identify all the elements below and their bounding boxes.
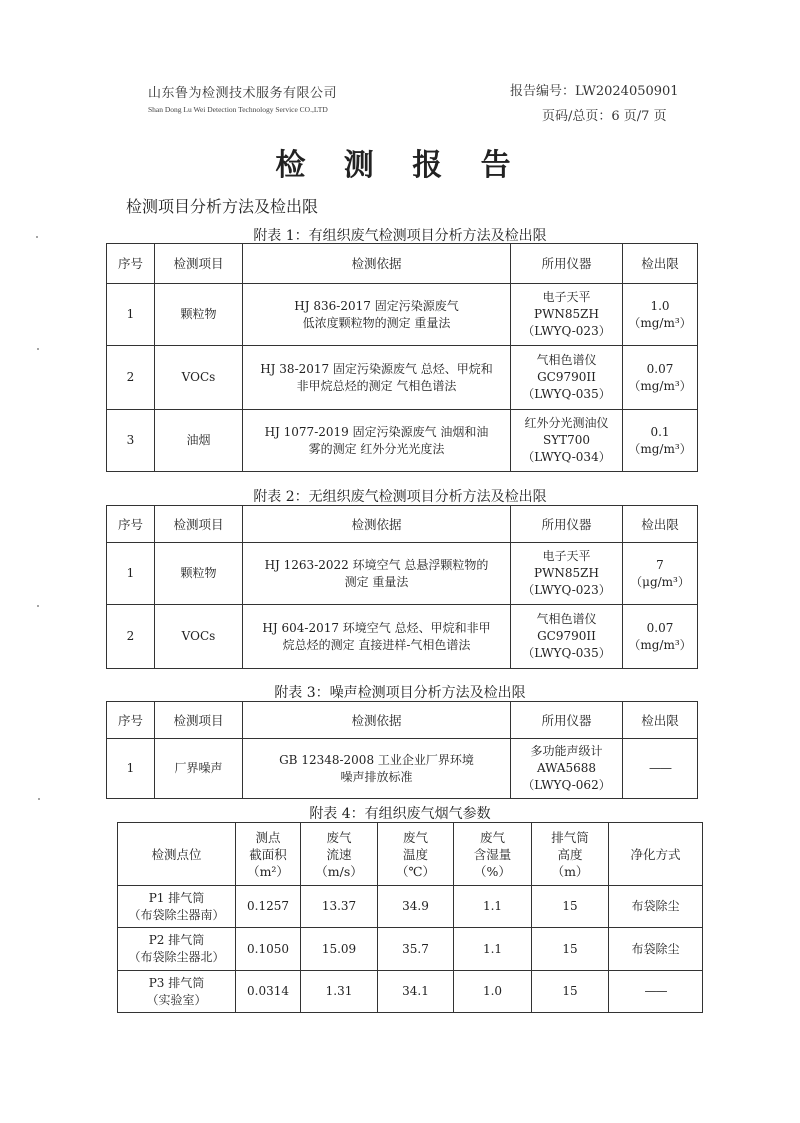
basis-line: 低浓度颗粒物的测定 重量法 (302, 315, 451, 330)
table-row (107, 284, 698, 346)
header-line: 废气 (326, 829, 352, 845)
report-number: 报告编号：LW2024050901 (510, 84, 679, 99)
row-instrument (511, 605, 623, 669)
header-line: 流速 (326, 846, 352, 862)
header-no: 序号 (107, 702, 155, 739)
row-area: 0.1257 (236, 886, 301, 928)
row-no: 1 (107, 284, 155, 346)
header-line: （m²） (247, 863, 289, 879)
basis-line: 烷总烃的测定 直接进样-气相色谱法 (282, 637, 471, 652)
header-instrument: 所用仪器 (511, 506, 623, 543)
limit-line: （mg/m³） (628, 441, 692, 456)
scan-dot (37, 605, 39, 607)
row-no: 2 (107, 605, 155, 669)
basis-line: HJ 1263-2022 环境空气 总悬浮颗粒物的 (264, 557, 489, 572)
row-moisture: 1.0 (454, 971, 532, 1013)
row-item: 颗粒物 (155, 284, 243, 346)
instrument-line: 气相色谱仪 (536, 353, 597, 367)
row-method: —— (609, 971, 703, 1013)
row-no: 2 (107, 346, 155, 410)
instrument-line: 红外分光测油仪 (524, 416, 609, 430)
point-line: P2 排气筒 (148, 933, 205, 947)
row-temperature: 35.7 (378, 928, 454, 971)
limit-line: 0.07 (646, 361, 674, 376)
instrument-line: （LWYQ-062） (522, 778, 611, 792)
table3 (106, 701, 698, 799)
row-height: 15 (532, 971, 609, 1013)
header-line: 含湿量 (473, 846, 512, 862)
row-area: 0.1050 (236, 928, 301, 971)
table-row (118, 928, 703, 971)
header-no: 序号 (107, 506, 155, 543)
company-name-cn: 山东鲁为检测技术服务有限公司 (148, 86, 338, 101)
basis-line: HJ 836-2017 固定污染源废气 (294, 298, 459, 313)
table1-caption: 附表 1：有组织废气检测项目分析方法及检出限 (253, 228, 547, 244)
row-no: 3 (107, 410, 155, 472)
instrument-line: PWN85ZH (534, 307, 599, 321)
table3-header-row (107, 702, 698, 739)
row-item: 油烟 (155, 410, 243, 472)
limit-line: 7 (656, 557, 664, 572)
header-limit: 检出限 (623, 702, 698, 739)
header-line: 排气筒 (551, 829, 589, 845)
limit-line: 0.07 (646, 620, 674, 635)
row-limit (623, 284, 698, 346)
row-limit (623, 543, 698, 605)
instrument-line: （LWYQ-035） (522, 646, 611, 660)
header-no: 序号 (107, 244, 155, 284)
company-block (148, 82, 337, 114)
row-point (118, 886, 236, 928)
header-height (532, 823, 609, 886)
scan-dot (38, 798, 40, 800)
row-instrument (511, 284, 623, 346)
header-item: 检测项目 (155, 244, 243, 284)
table-row (107, 605, 698, 669)
row-limit: —— (623, 739, 698, 799)
basis-line: HJ 1077-2019 固定污染源废气 油烟和油 (264, 424, 489, 439)
header-point: 检测点位 (118, 823, 236, 886)
row-instrument (511, 543, 623, 605)
point-line: （实验室） (146, 992, 207, 1007)
row-no: 1 (107, 543, 155, 605)
row-limit (623, 605, 698, 669)
header-line: （%） (474, 863, 511, 879)
basis-line: GB 12348-2008 工业企业厂界环境 (279, 752, 474, 767)
row-temperature: 34.1 (378, 971, 454, 1013)
header-instrument: 所用仪器 (511, 244, 623, 284)
header-line: 截面积 (249, 846, 287, 862)
row-temperature: 34.9 (378, 886, 454, 928)
row-method: 布袋除尘 (609, 928, 703, 971)
row-item: 厂界噪声 (155, 739, 243, 799)
section-title: 检测项目分析方法及检出限 (126, 197, 319, 216)
instrument-line: GC9790II (537, 370, 596, 384)
limit-line: 0.1 (650, 424, 670, 439)
row-basis (243, 346, 511, 410)
row-no: 1 (107, 739, 155, 799)
row-basis (243, 739, 511, 799)
header-line: 废气 (479, 829, 505, 845)
row-velocity: 1.31 (301, 971, 378, 1013)
header-method: 净化方式 (609, 823, 703, 886)
row-basis (243, 410, 511, 472)
basis-line: HJ 38-2017 固定污染源废气 总烃、甲烷和 (260, 361, 493, 376)
limit-line: （μg/m³） (630, 574, 690, 589)
table2 (106, 505, 698, 669)
table4-caption: 附表 4：有组织废气烟气参数 (309, 806, 491, 822)
instrument-line: PWN85ZH (534, 566, 599, 580)
header-line: 测点 (255, 829, 281, 845)
basis-line: 测定 重量法 (344, 574, 409, 589)
table1 (106, 243, 698, 472)
page-info: 页码/总页：6 页/7 页 (542, 109, 667, 124)
row-velocity: 13.37 (301, 886, 378, 928)
limit-line: （mg/m³） (628, 378, 692, 393)
limit-line: 1.0 (650, 298, 670, 313)
header-line: 高度 (557, 846, 583, 862)
row-basis (243, 543, 511, 605)
instrument-line: 电子天平 (542, 290, 591, 304)
instrument-line: 多功能声级计 (530, 744, 603, 758)
table1-header-row (107, 244, 698, 284)
instrument-line: SYT700 (542, 433, 591, 447)
instrument-line: （LWYQ-035） (522, 387, 611, 401)
company-name-en: Shan Dong Lu Wei Detection Technology Service CO.,LTD (148, 105, 328, 114)
instrument-line: （LWYQ-034） (522, 450, 611, 464)
header-instrument: 所用仪器 (511, 702, 623, 739)
table-row (107, 739, 698, 799)
instrument-line: GC9790II (537, 629, 596, 643)
row-limit (623, 346, 698, 410)
basis-line: 雾的测定 红外分光光度法 (308, 441, 445, 456)
report-meta (510, 80, 679, 130)
header-item: 检测项目 (155, 702, 243, 739)
row-basis (243, 284, 511, 346)
header-line: 废气 (402, 829, 428, 845)
header-item: 检测项目 (155, 506, 243, 543)
row-limit (623, 410, 698, 472)
point-line: P3 排气筒 (148, 975, 205, 990)
document-title: 检 测 报 告 (275, 148, 525, 183)
instrument-line: （LWYQ-023） (522, 324, 611, 338)
table-row (118, 886, 703, 928)
header-line: 温度 (402, 846, 428, 862)
header-basis: 检测依据 (243, 244, 511, 284)
row-area: 0.0314 (236, 971, 301, 1013)
point-line: （布袋除尘器南） (128, 907, 225, 922)
row-height: 15 (532, 886, 609, 928)
table-row (107, 543, 698, 605)
limit-line: （mg/m³） (628, 637, 692, 652)
header-moisture (454, 823, 532, 886)
point-line: P1 排气筒 (148, 890, 205, 905)
row-moisture: 1.1 (454, 886, 532, 928)
row-instrument (511, 346, 623, 410)
table4 (117, 822, 703, 1013)
row-basis (243, 605, 511, 669)
header-area (236, 823, 301, 886)
row-height: 15 (532, 928, 609, 971)
table3-caption: 附表 3：噪声检测项目分析方法及检出限 (274, 685, 526, 701)
row-method: 布袋除尘 (609, 886, 703, 928)
table-row (107, 346, 698, 410)
row-item: 颗粒物 (155, 543, 243, 605)
header-limit: 检出限 (623, 506, 698, 543)
table2-header-row (107, 506, 698, 543)
header-velocity (301, 823, 378, 886)
instrument-line: 气相色谱仪 (536, 612, 597, 626)
table4-header-row (118, 823, 703, 886)
basis-line: HJ 604-2017 环境空气 总烃、甲烷和非甲 (262, 620, 491, 635)
row-point (118, 928, 236, 971)
table-row (118, 971, 703, 1013)
row-instrument (511, 739, 623, 799)
point-line: （布袋除尘器北） (128, 950, 225, 964)
row-instrument (511, 410, 623, 472)
row-item: VOCs (155, 346, 243, 410)
header-line: （℃） (396, 863, 435, 879)
row-item: VOCs (155, 605, 243, 669)
row-point (118, 971, 236, 1013)
table-row (107, 410, 698, 472)
row-moisture: 1.1 (454, 928, 532, 971)
instrument-line: 电子天平 (542, 549, 591, 563)
basis-line: 噪声排放标准 (340, 769, 413, 784)
header-basis: 检测依据 (243, 702, 511, 739)
header-line: （m） (551, 863, 589, 879)
scan-dot (37, 348, 39, 350)
instrument-line: （LWYQ-023） (522, 583, 611, 597)
header-basis: 检测依据 (243, 506, 511, 543)
header-limit: 检出限 (623, 244, 698, 284)
instrument-line: AWA5688 (536, 761, 597, 775)
header-temperature (378, 823, 454, 886)
basis-line: 非甲烷总烃的测定 气相色谱法 (296, 378, 457, 393)
table2-caption: 附表 2：无组织废气检测项目分析方法及检出限 (253, 489, 547, 505)
header-line: （m/s） (315, 863, 363, 879)
limit-line: （mg/m³） (628, 315, 692, 330)
row-velocity: 15.09 (301, 928, 378, 971)
